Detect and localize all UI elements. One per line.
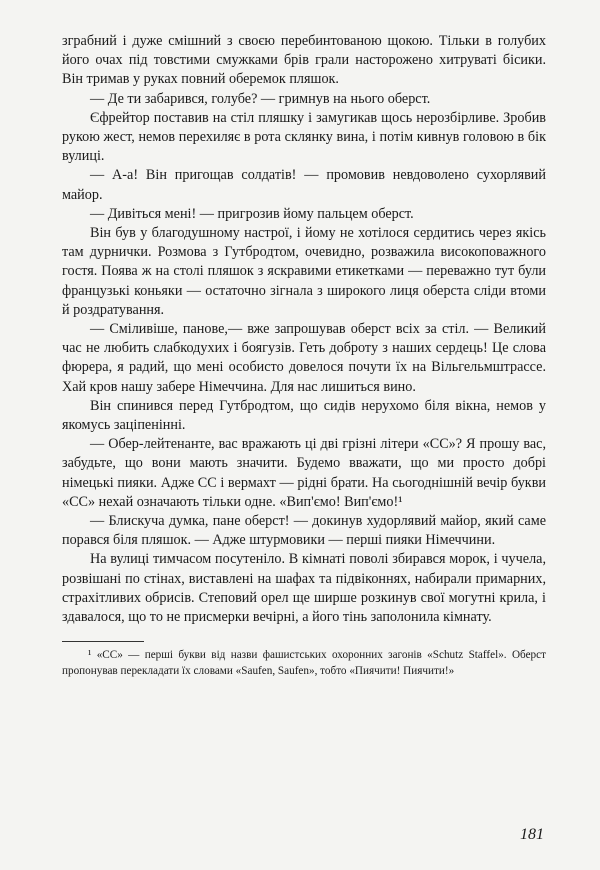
page-number: 181	[520, 826, 544, 843]
paragraph-9: — Обер-лейтенанте, вас вражають ці дві грізні літери «СС»? Я прошу вас, забудьте, що вони мають значити. Будемо вважати, що ми просто добрі німецькі пияки. Адже СС і вермахт — рідні брати. На сьогоднішній вечір букви «СС» нехай означають тільки одне. «Вип'ємо! Вип'ємо!¹	[62, 436, 546, 510]
paragraph-11: На вулиці тимчасом посутеніло. В кімнаті поволі збирався морок, і чучела, розвішані по стінах, виставлені на шафах та підвіконнях, набирали примарних, страхітливих обрисів. Степовий орел ще ширше розкинув свої могутні крила, і здавалося, що то не присмерки вечірні, а його тінь заполонила кімнату.	[62, 551, 546, 626]
paragraph-3: Єфрейтор поставив на стіл пляшку і замугикав щось нерозбірливе. Зробив рукою жест, немов перехиляє в рота склянку вина, і потім кивнув головою в бік вулиці.	[62, 109, 546, 165]
book-page	[62, 32, 546, 679]
footnote-divider	[62, 641, 144, 642]
paragraph-5: — Дивіться мені! — пригрозив йому пальцем оберст.	[90, 205, 414, 222]
paragraph-8: Він спинився перед Гутбродтом, що сидів нерухомо біля вікна, немов у якомусь заціпенінні.	[62, 397, 546, 434]
paragraph-7: — Сміливіше, панове,— вже запрошував оберст всіх за стіл. — Великий час не любить слабкодухих і боягузів. Геть доброту з наших сердець! Це слова фюрера, я радий, що мені особисто довелося почути їх на Вільгельмштрассе. Хай кров нашу забере Німеччина. Для нас лишиться вино.	[62, 321, 546, 395]
paragraph-6: Він був у благодушному настрої, і йому не хотілося сердитись через якісь там дурнички. Розмова з Гутбродтом, очевидно, розважила високоповажного гостя. Поява ж на столі пляшок з яскравими етикетками — переважно тут були французькі коньяки — остаточно зігнала з широкого лиця оберста сліди втоми й роздратування.	[62, 225, 546, 318]
paragraph-10: — Блискуча думка, пане оберст! — докинув худорлявий майор, який саме порався біля пляшок. — Адже штурмовики — перші пияки Німеччини.	[62, 513, 546, 549]
body-text	[62, 32, 546, 627]
paragraph-2: — Де ти забарився, голубе? — гримнув на нього оберст.	[90, 90, 431, 107]
paragraph-1: зграбний і дуже смішний з своєю перебинтованою щокою. Тільки в голубих його очах під товстими смужками брів грали настороженo хитруваті бісики. Він тримав у руках повний оберемок пляшок.	[62, 33, 546, 88]
footnote: ¹ «СС» — перші букви від назви фашистських охоронних загонів «Schutz Staffel». Оберст пропонував перекладати їх словами «Saufen, Saufen», тобто «Пиячити! Пиячити!»	[62, 649, 546, 677]
paragraph-4: — А-а! Він пригощав солдатів! — промовив невдоволено сухорлявий майор.	[62, 167, 546, 203]
